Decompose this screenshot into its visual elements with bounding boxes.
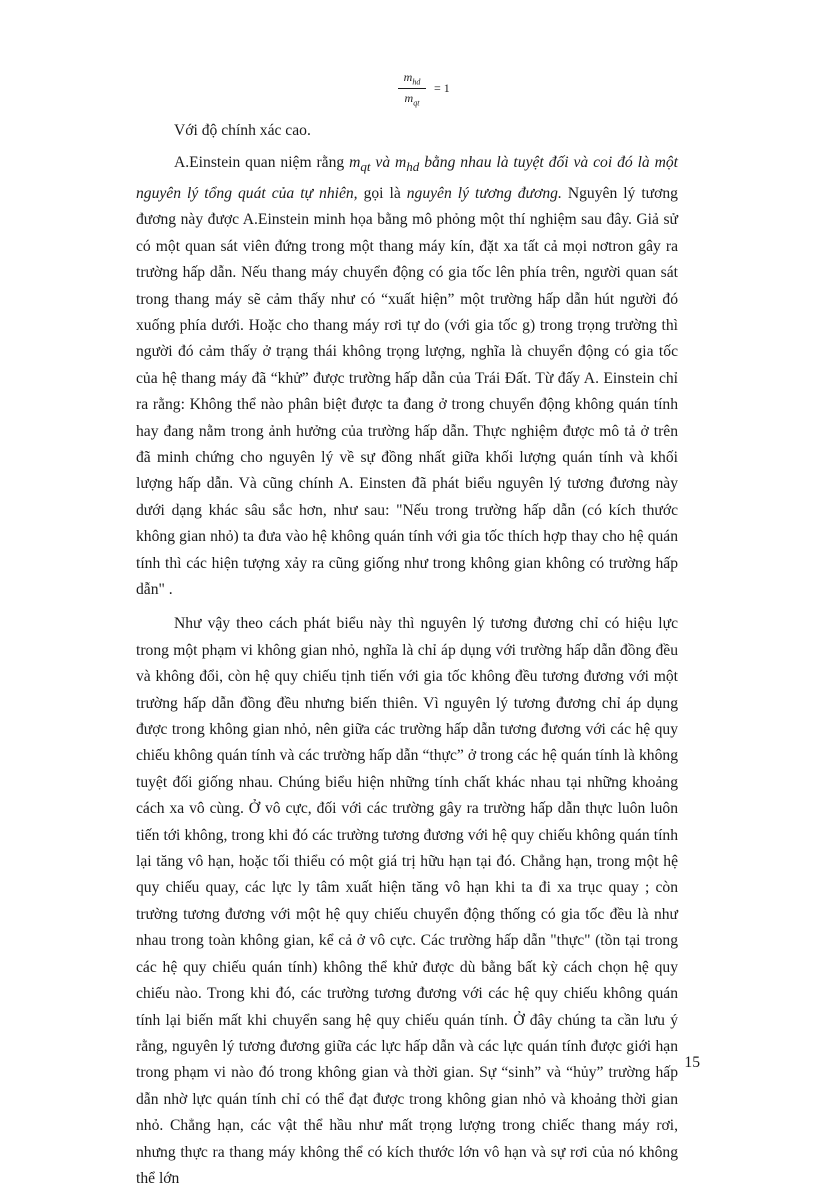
mass-ratio-formula (398, 70, 450, 108)
fraction-bar (398, 88, 426, 89)
numerator: $m_{hd}$ (403, 70, 421, 87)
paragraph-2: A.Einstein quan niệm rằng $m_{qt}$ và $m_{hd}$ bằng nhau là tuyệt đối và coi đó là một nguyên lý tổng quát của tự nhiên, gọi là nguyên lý tương đương. Nguyên lý tương đương này được A.Einstein minh họa bằng mô phỏng một thí nghiệm sau đây. Giả sử có một quan sát viên đứng trong một thang máy kín, đặt xa tất cả mọi nơtron gây ra trường hấp dẫn. Nếu thang máy chuyển động có gia tốc lên phía trên, người quan sát trong thang máy sẽ cảm thấy như có “xuất hiện” một trường hấp dẫn hút người đó xuống phía dưới. Hoặc cho thang máy rơi tự do (với gia tốc g) trong trọng trường thì người đó cảm thấy ở trạng thái không trọng lượng, nghĩa là chuyển động có gia tốc của hệ thang máy đã “khử” được trường hấp dẫn của Trái Đất. Từ đấy A. Einstein chỉ ra rằng: Không thể nào phân biệt được ta đang ở trong chuyển động không quán tính hay đang nằm trong ảnh hưởng của trường hấp dẫn. Thực nghiệm được mô tả ở trên đã minh chứng cho nguyên lý về sự đồng nhất giữa khối lượng quán tính và khối lượng hấp dẫn. Và cũng chính A. Einsten đã phát biểu nguyên lý tương đương này dưới dạng khác sâu sắc hơn, như sau: "Nếu trong trường hấp dẫn (có kích thước không gian nhỏ) ta đưa vào hệ không quán tính với gia tốc thích hợp thay cho hệ quán tính thì các hiện tượng xảy ra cũng giống như trong không gian không có trường hấp dẫn" . (136, 154, 678, 599)
formula-rhs: = 1 (434, 81, 450, 96)
paragraph-1: Với độ chính xác cao. (174, 122, 311, 139)
paragraph-3: Như vậy theo cách phát biểu này thì nguyên lý tương đương chỉ có hiệu lực trong một phạm vi không gian nhỏ, nghĩa là chỉ áp dụng với trường hấp dẫn đồng đều và không đổi, còn hệ quy chiếu tịnh tiến với gia tốc không đều tương đương với một trường hấp dẫn đồng đều nhưng biến thiên. Vì nguyên lý tương đương chỉ áp dụng được trong không gian nhỏ, nên giữa các trường hấp dẫn tương đương với các hệ quy chiếu không quán tính và các trường hấp dẫn “thực” ở trong các hệ quán tính là không tuyệt đối giống nhau. Chúng biểu hiện những tính chất khác nhau tại những khoảng cách xa vô cùng. Ở vô cực, đối với các trường gây ra trường hấp dẫn thực luôn luôn tiến tới không, trong khi đó các trường tương đương với hệ quy chiếu không quán tính lại tăng vô hạn, hoặc tối thiểu có một giá trị hữu hạn tại đó. Chẳng hạn, trong một hệ quy chiếu quay, các lực ly tâm xuất hiện tăng vô hạn khi ta đi xa trục quay ; còn trường tương đương với một hệ quy chiếu chuyển động thống có gia tốc đều là như nhau trong toàn không gian, kể cả ở vô cực. Các trường hấp dẫn "thực" (tồn tại trong các hệ quy chiếu quán tính) không thể khử được dù bằng bất kỳ cách chọn hệ quy chiếu nào. Trong khi đó, các trường tương đương với các hệ quy chiếu không quán tính lại biến mất khi chuyển sang hệ quy chiếu quán tính. Ở đây chúng ta cần lưu ý rằng, nguyên lý tương đương giữa các lực hấp dẫn và các lực quán tính được giới hạn trong phạm vi nào đó trong không gian và thời gian. Sự “sinh” và “hủy” trường hấp dẫn nhờ lực quán tính chỉ có thể đạt được trong không gian nhỏ và khoảng thời gian nhỏ. Chẳng hạn, các vật thể hầu như mất trọng lượng trong chiếc thang máy rơi, nhưng thực ra thang máy không thể có kích thước lớn vô hạn và sự rơi của nó không thể lớn (136, 615, 678, 1187)
page-number: 15 (684, 1054, 700, 1071)
denominator: $m_{qt}$ (404, 91, 420, 108)
body-text (136, 118, 678, 1192)
fraction (398, 70, 426, 108)
